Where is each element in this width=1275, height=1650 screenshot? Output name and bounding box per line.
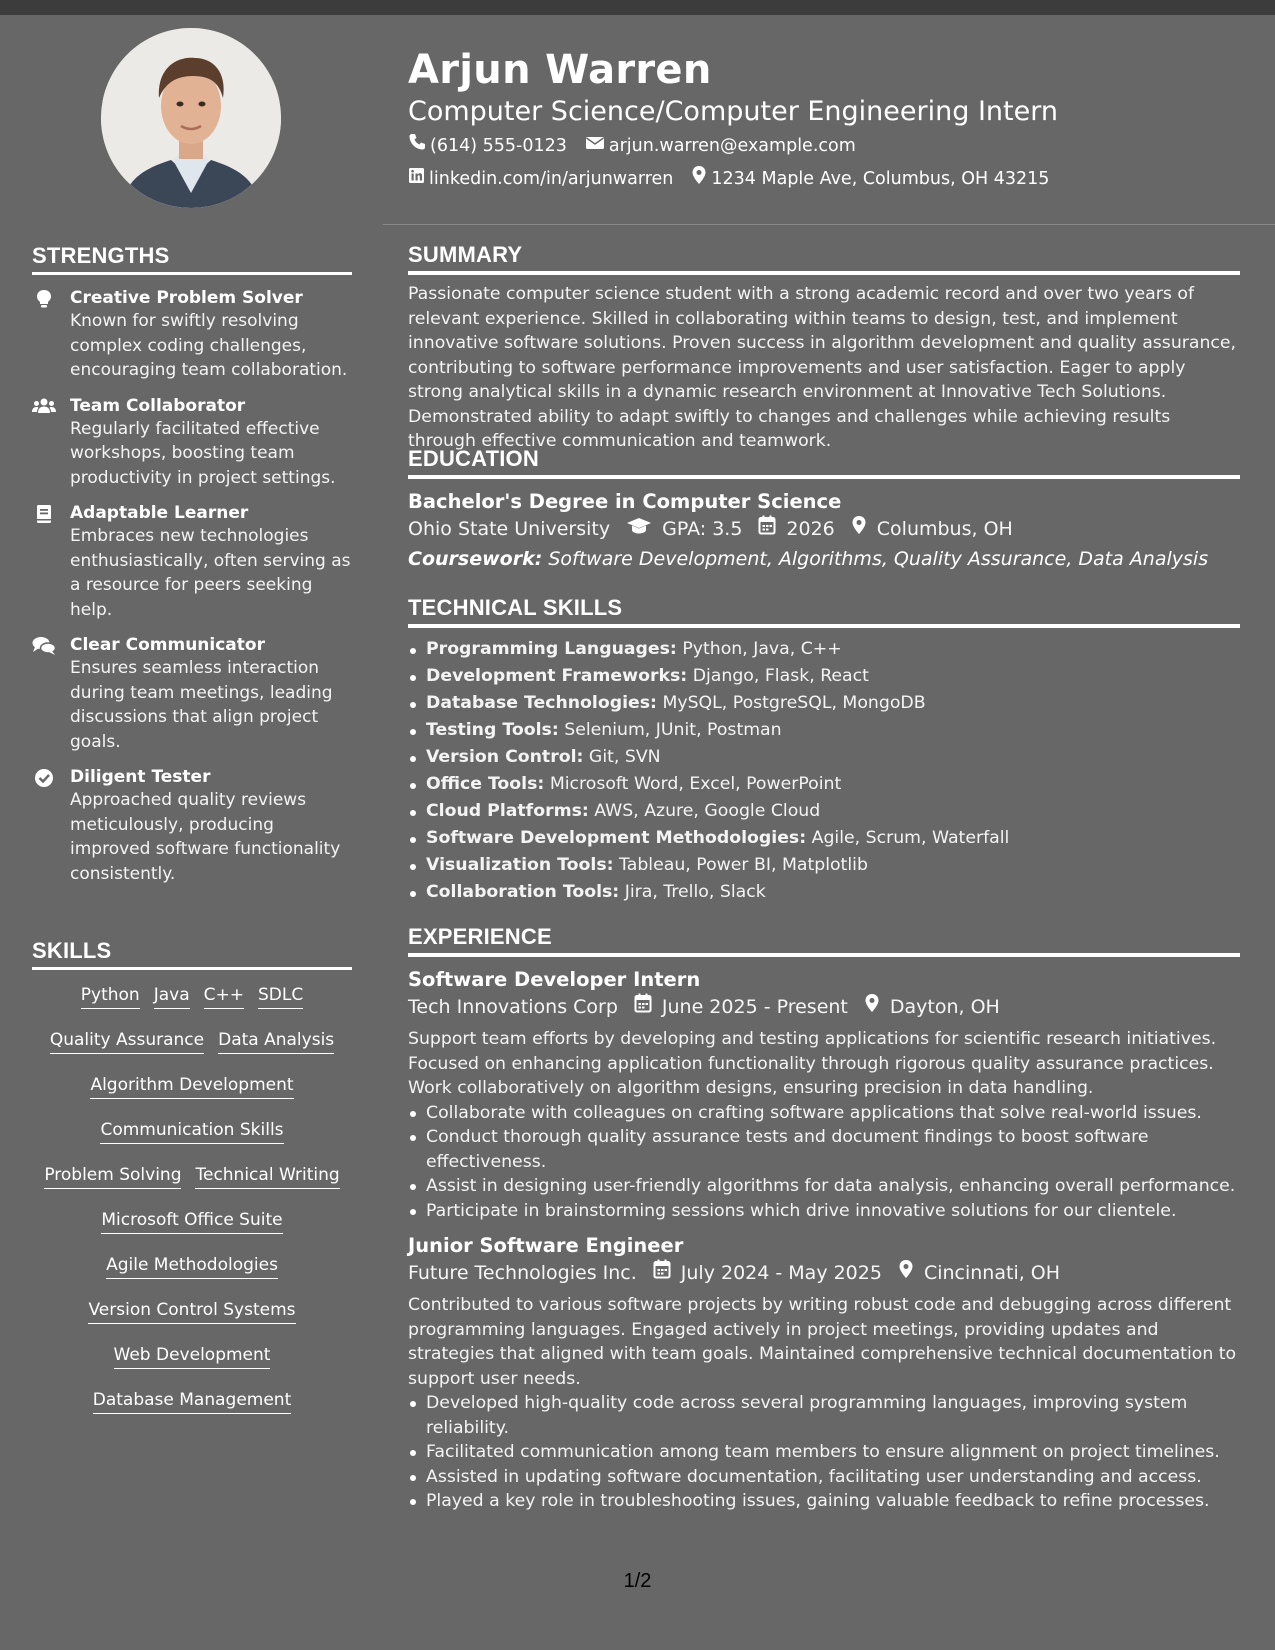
list-item: Collaborate with colleagues on crafting software applications that solve real-world issues. (408, 1101, 1240, 1126)
map-pin-icon (851, 515, 877, 543)
education-section (408, 446, 1240, 574)
contact-row-2 (408, 165, 1238, 192)
job-entry (408, 1233, 1240, 1514)
list-item: Database Technologies: MySQL, PostgreSQL, MongoDB (408, 690, 1240, 717)
list-item: Programming Languages: Python, Java, C++ (408, 636, 1240, 663)
location-text: Cincinnati, OH (923, 1262, 1061, 1284)
year-text: 2026 (786, 518, 835, 540)
strength-item (32, 287, 352, 383)
dates-item (653, 1259, 882, 1287)
skill-tag: Quality Assurance (50, 1027, 204, 1054)
education-title: EDUCATION (408, 446, 1240, 479)
job-description: Contributed to various software projects by writing robust code and debugging across different programming languages. Engaged actively in project meetings, providing updates and strategies that aligned with team goals. Maintained comprehensive technical documentation to support user needs. (408, 1295, 1237, 1389)
skill-tag: C++ (204, 982, 244, 1009)
strength-desc: Regularly facilitated effective workshops, boosting team productivity in project settings. (70, 418, 336, 488)
linkedin-text: linkedin.com/in/arjunwarren (429, 168, 674, 189)
linkedin-contact (408, 167, 673, 191)
list-item: Conduct thorough quality assurance tests and document findings to boost software effectiveness. (408, 1125, 1240, 1174)
year-item (758, 515, 834, 543)
skill-tag: Algorithm Development (90, 1072, 293, 1099)
list-item: Office Tools: Microsoft Word, Excel, PowerPoint (408, 771, 1240, 798)
list-item: Developed high-quality code across several programming languages, improving system reliability. (408, 1391, 1240, 1440)
skill-tag: Java (154, 982, 190, 1009)
school-name: Ohio State University (408, 518, 611, 540)
job-bullets (408, 1101, 1240, 1224)
contact-row (408, 133, 1238, 158)
location-item (851, 515, 1013, 543)
skill-tags (32, 970, 352, 1417)
skill-tag: Technical Writing (195, 1162, 339, 1189)
list-item: Cloud Platforms: AWS, Azure, Google Cloud (408, 798, 1240, 825)
strength-desc: Ensures seamless interaction during team meetings, leading discussions that align project goals. (70, 658, 333, 752)
strength-title: Adaptable Learner (70, 503, 249, 523)
list-item: Version Control: Git, SVN (408, 744, 1240, 771)
list-item: Visualization Tools: Tableau, Power BI, Matplotlib (408, 852, 1240, 879)
strength-item (32, 395, 352, 491)
location-text: Columbus, OH (876, 518, 1013, 540)
book-icon (32, 504, 56, 524)
map-pin-icon (898, 1259, 924, 1287)
comments-icon (32, 636, 56, 656)
gpa-text: GPA: 3.5 (662, 518, 743, 540)
strength-title: Diligent Tester (70, 767, 211, 787)
company-name: Future Technologies Inc. (408, 1262, 637, 1284)
job-title: Junior Software Engineer (408, 1234, 684, 1257)
degree-title: Bachelor's Degree in Computer Science (408, 490, 842, 513)
linkedin-icon (408, 167, 429, 191)
phone-contact (408, 133, 567, 158)
experience-section (408, 924, 1240, 1514)
coursework (408, 544, 1240, 574)
page-number: 1/2 (623, 1570, 652, 1592)
phone-text: (614) 555-0123 (430, 135, 567, 156)
summary-title: SUMMARY (408, 242, 1240, 275)
job-bullets (408, 1391, 1240, 1514)
calendar-icon (653, 1259, 681, 1287)
resume-header (408, 42, 1238, 192)
job-meta (408, 993, 1240, 1021)
strength-item (32, 502, 352, 622)
skill-tag: Microsoft Office Suite (101, 1207, 282, 1234)
job-description: Support team efforts by developing and testing applications for scientific research initiatives. Focused on enhancing application functionality through rigorous quality assurance practices. Work collaboratively on algorithm designs, ensuring precision in data handling. (408, 1029, 1217, 1098)
skills-section (32, 938, 352, 1432)
strength-item (32, 766, 352, 886)
strength-desc: Known for swiftly resolving complex coding challenges, encouraging team collaboration. (70, 311, 348, 380)
map-pin-icon (691, 165, 711, 192)
coursework-text: Software Development, Algorithms, Quality Assurance, Data Analysis (548, 548, 1209, 570)
location-item (898, 1259, 1060, 1287)
strengths-section (32, 243, 352, 886)
summary-section (408, 242, 1240, 454)
phone-icon (408, 133, 430, 158)
skill-tag: SDLC (258, 982, 303, 1009)
gpa-item (626, 515, 742, 543)
list-item: Facilitated communication among team members to ensure alignment on project timelines. (408, 1440, 1240, 1465)
technical-skills-title: TECHNICAL SKILLS (408, 595, 1240, 628)
list-item: Testing Tools: Selenium, JUnit, Postman (408, 717, 1240, 744)
strengths-title: STRENGTHS (32, 243, 352, 275)
top-bar (0, 0, 1275, 15)
education-meta (408, 515, 1240, 543)
summary-text: Passionate computer science student with a strong academic record and over two years of relevant experience. Skilled in collaborating within teams to design, test, and implement innovative software solutions. Proven success in algorithm development and quality assurance, contributing to software performance improvements and user satisfaction. Eager to apply strong analytical skills in a dynamic research environment at Innovative Tech Solutions. Demonstrated ability to adapt swiftly to changes and challenges while achieving results through effective communication and teamwork. (408, 284, 1237, 451)
list-item: Development Frameworks: Django, Flask, React (408, 663, 1240, 690)
email-text: arjun.warren@example.com (608, 135, 856, 156)
strength-desc: Embraces new technologies enthusiastically, often serving as a resource for peers seeking help. (70, 526, 351, 620)
location-text: Dayton, OH (889, 996, 1000, 1018)
strength-desc: Approached quality reviews meticulously, producing improved software functionality consistently. (70, 790, 341, 884)
company-name: Tech Innovations Corp (408, 996, 618, 1018)
technical-skills-list (408, 636, 1240, 906)
candidate-name: Arjun Warren (408, 47, 712, 93)
skills-title: SKILLS (32, 938, 352, 970)
profile-photo (101, 28, 281, 208)
calendar-icon (758, 515, 786, 543)
strength-title: Team Collaborator (70, 395, 246, 416)
skill-tag: Data Analysis (218, 1027, 334, 1054)
strength-title: Clear Communicator (70, 635, 265, 655)
list-item: Played a key role in troubleshooting issues, gaining valuable feedback to refine processes. (408, 1489, 1240, 1514)
list-item: Assisted in updating software documentation, facilitating user understanding and access. (408, 1465, 1240, 1490)
job-entry (408, 967, 1240, 1223)
list-item: Participate in brainstorming sessions which drive innovative solutions for our clientele. (408, 1199, 1240, 1224)
strength-title: Creative Problem Solver (70, 288, 303, 308)
address-contact (691, 165, 1049, 192)
dates-item (634, 993, 848, 1021)
technical-skills-section (408, 595, 1240, 906)
skill-tag: Database Management (93, 1387, 292, 1414)
dates-text: June 2025 - Present (661, 996, 848, 1018)
skill-tag: Problem Solving (44, 1162, 181, 1189)
calendar-icon (634, 993, 662, 1021)
email-contact (585, 134, 856, 158)
experience-title: EXPERIENCE (408, 924, 1240, 957)
envelope-icon (585, 134, 609, 158)
candidate-role: Computer Science/Computer Engineering Intern (408, 96, 1058, 127)
coursework-label: Coursework: (408, 548, 543, 570)
skill-tag: Version Control Systems (88, 1297, 295, 1324)
job-title: Software Developer Intern (408, 968, 701, 991)
header-divider (383, 224, 1275, 225)
list-item: Collaboration Tools: Jira, Trello, Slack (408, 879, 1240, 906)
skill-tag: Python (81, 982, 140, 1009)
dates-text: July 2024 - May 2025 (680, 1262, 882, 1284)
skill-tag: Agile Methodologies (106, 1252, 278, 1279)
map-pin-icon (864, 993, 890, 1021)
job-meta (408, 1259, 1240, 1287)
graduation-cap-icon (626, 515, 662, 543)
skill-tag: Web Development (114, 1342, 271, 1369)
list-item: Assist in designing user-friendly algorithms for data analysis, enhancing overall performance. (408, 1174, 1240, 1199)
users-icon (32, 397, 56, 417)
strength-item (32, 634, 352, 754)
skill-tag: Communication Skills (100, 1117, 283, 1144)
check-circle-icon (32, 768, 56, 788)
address-text: 1234 Maple Ave, Columbus, OH 43215 (711, 168, 1050, 189)
location-item (864, 993, 1000, 1021)
lightbulb-icon (32, 289, 56, 309)
list-item: Software Development Methodologies: Agile, Scrum, Waterfall (408, 825, 1240, 852)
